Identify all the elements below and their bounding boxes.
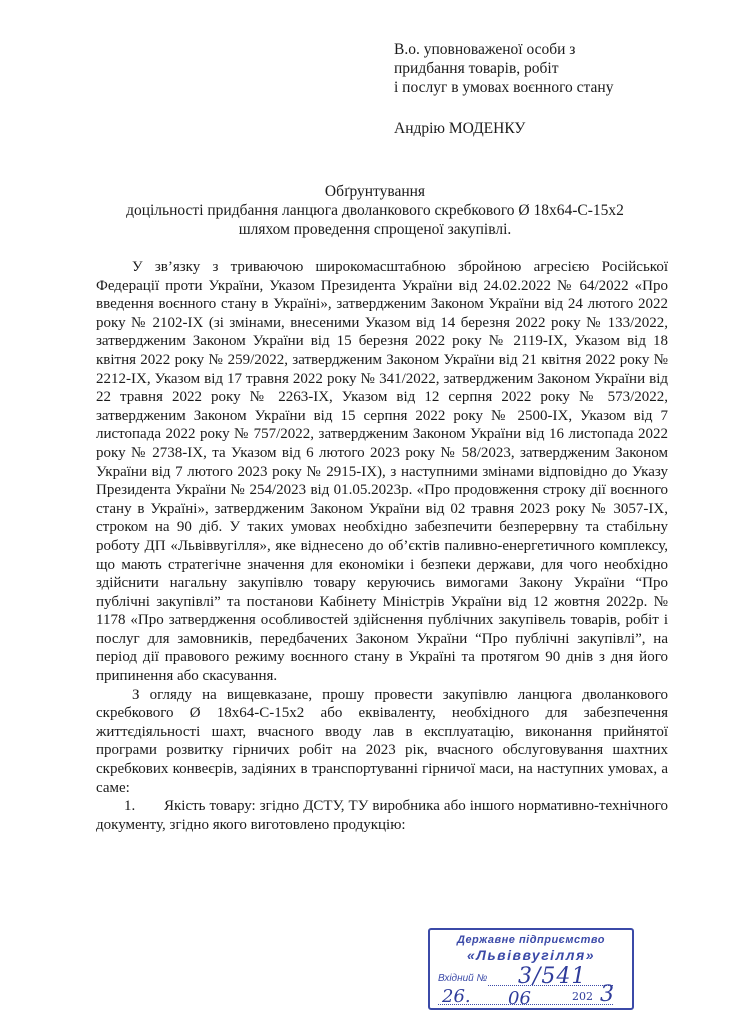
- addressee-name: Андрію МОДЕНКУ: [394, 120, 526, 137]
- stamp-org-type: Державне підприємство: [457, 934, 605, 946]
- stamp-handwritten-year: 3: [600, 982, 614, 1007]
- addressee-position-line-2: придбання товарів, робіт: [394, 60, 559, 77]
- stamp-org-name: «Львіввугілля»: [466, 947, 596, 963]
- addressee-position-line-1: В.о. уповноваженої особи з: [394, 41, 576, 58]
- title-line-1: Обґрунтування: [324, 183, 426, 200]
- addressee-block: [394, 40, 613, 138]
- title-line-3: шляхом проведення спрощеної закупівлі.: [238, 221, 512, 238]
- title-line-2: доцільності придбання ланцюга дволанкового скребкового Ø 18х64-С-15х2: [126, 202, 624, 219]
- document-title: [95, 182, 655, 239]
- stamp-handwritten-number: 3/541: [518, 964, 587, 989]
- list-item-text: Якість товару: згідно ДСТУ, ТУ виробника або іншого нормативно-технічного документу, згідно якого виготовлено продукцію:: [96, 798, 668, 833]
- list-item-number: 1.: [124, 798, 136, 815]
- paragraph-justification: У зв’язку з триваючою широкомасштабною збройною агресією Російської Федерації проти України, Указом Президента України від 24.02.2022 № 64/2022 «Про введення воєнного стану в Україні», затвердженим Законом України від 24 лютого 2022 року № 2102-IX (зі змінами, внесеними Указом від 14 березня 2022 року № 133/2022, затвердженим Законом України від 15 березня 2022 року № 2119-IX, Указом від 18 квітня 2022 року № 259/2022, затвердженим Законом України від 21 квітня 2022 року № 2212-IX, Указом від 17 травня 2022 року № 341/2022, затвердженим Законом України від 22 травня 2022 року № 2263-IX, Указом від 12 серпня 2022 року № 573/2022, затвердженим Законом України від 15 серпня 2022 року № 2500-IX, Указом від 7 листопада 2022 року № 757/2022, затвердженим Законом України від 16 листопада 2022 року № 2738-IX, та Указом від 6 лютого 2023 року № 58/2023, затвердженим Законом України від 7 лютого 2023 року № 2915-IX), з наступними змінами відповідно до Указу Президента України № 254/2023 від 01.05.2023р. «Про продовження строку дії воєнного стану в Україні», затвердженим Законом України від 02 травня 2023 року № 3057-IX, строком на 90 діб. У таких умовах необхідно забезпечити безперервну та стабільну роботу ДП «Львіввугілля», яке віднесено до об’єктів паливно-енергетичного комплексу, що мають стратегічне значення для економіки і безпеки держави, для чого необхідно здійснити нагальну закупівлю товару керуючись вимогами Закону України “Про публічні закупівлі” та постанови Кабінету Міністрів України від 12 жовтня 2022р. № 1178 «Про затвердження особливостей здійснення публічних закупівель товарів, робіт і послуг для замовників, передбачених Законом України “Про публічні закупівлі”, на період дії правового режиму воєнного стану в Україні та протягом 90 днів з дня його припинення або скасування.: [96, 259, 668, 685]
- document-body: [96, 258, 668, 834]
- paragraph-request: З огляду на вищевказане, прошу провести закупівлю ланцюга дволанкового скребкового Ø 18х64-С-15х2 або еквіваленту, необхідного для забезпечення життєдіяльності шахт, вчасного вводу лав в експлуатацію, виконання прийнятої програми розвитку гірничих робіт на 2023 рік, вчасного обслуговування шахтних скребкових конвеєрів, задіяних в транспортуванні гірничої маси, на наступних умовах, а саме:: [96, 686, 668, 796]
- stamp-handwritten-day: 26.: [442, 986, 471, 1007]
- stamp-year-prefix: 202: [572, 990, 593, 1003]
- registration-stamp: [428, 928, 634, 1010]
- stamp-incoming-label: Вхідний №: [438, 973, 488, 984]
- addressee-position-line-3: і послуг в умовах воєнного стану: [394, 79, 614, 96]
- stamp-handwritten-month: 06: [508, 988, 531, 1009]
- list-item: [96, 797, 668, 834]
